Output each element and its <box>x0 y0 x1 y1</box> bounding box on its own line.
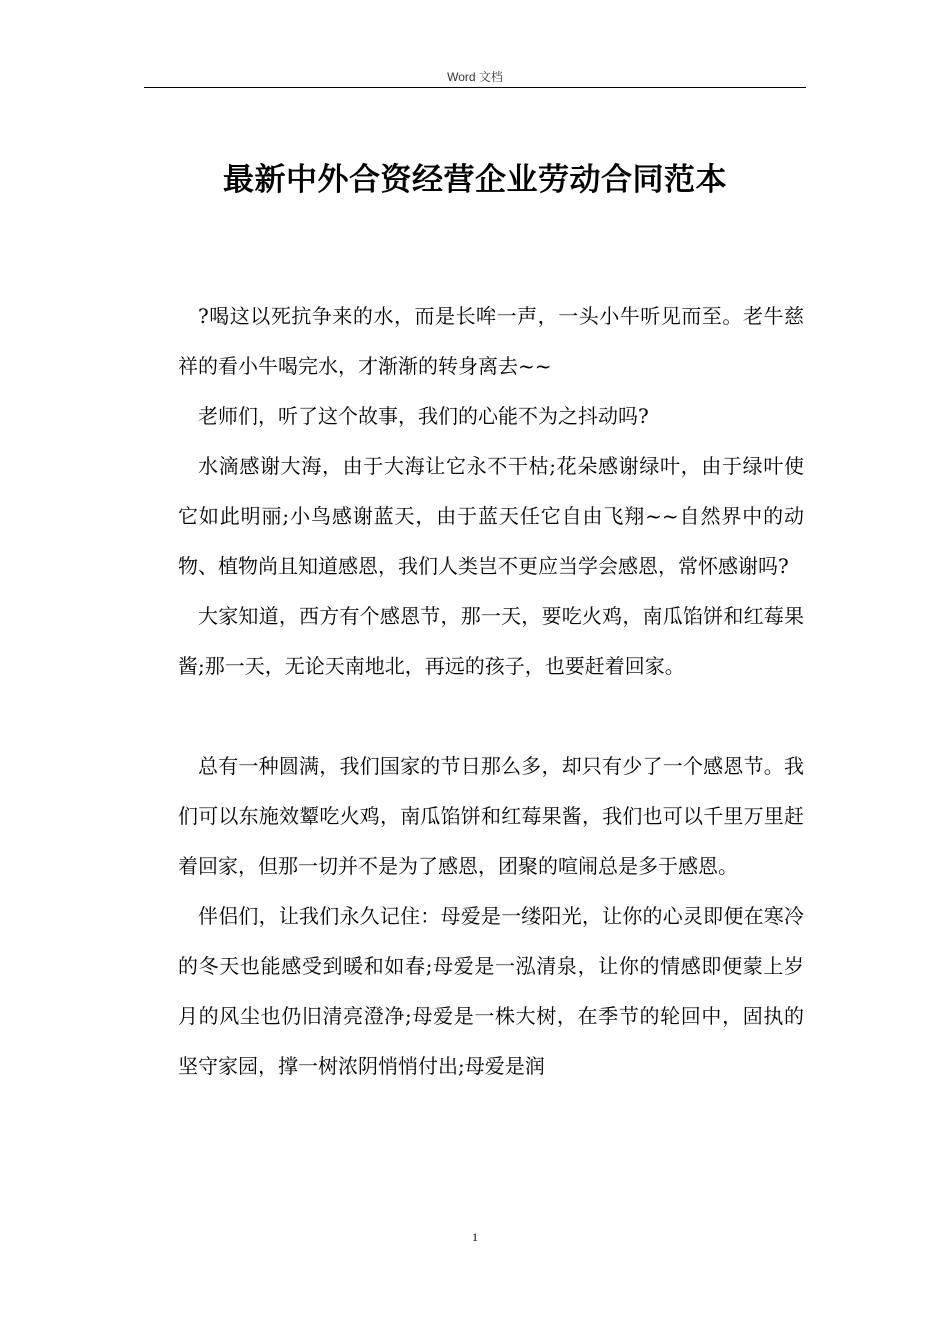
body-paragraph-4: 大家知道，西方有个感恩节，那一天，要吃火鸡，南瓜馅饼和红莓果酱;那一天，无论天南地北，再远的孩子，也要赶着回家。 <box>178 604 804 678</box>
body-paragraph-1: ?喝这以死抗争来的水，而是长哞一声，一头小牛听见而至。老牛慈祥的看小牛喝完水，才渐渐的转身离去~~ <box>178 304 804 378</box>
body-paragraph-6: 伴侣们，让我们永久记住：母爱是一缕阳光，让你的心灵即便在寒冷的冬天也能感受到暖和如春;母爱是一泓清泉，让你的情感即便蒙上岁月的风尘也仍旧清亮澄净;母爱是一株大树，在季节的轮回中，固执的坚守家园，撑一树浓阴悄悄付出;母爱是润 <box>178 904 804 1078</box>
body-paragraph-5: 总有一种圆满，我们国家的节日那么多，却只有少了一个感恩节。我们可以东施效颦吃火鸡，南瓜馅饼和红莓果酱，我们也可以千里万里赶着回家，但那一切并不是为了感恩，团聚的喧闹总是多于感恩。 <box>178 754 804 878</box>
document-title: 最新中外合资经营企业劳动合同范本 <box>223 162 727 198</box>
document-body <box>178 291 804 1091</box>
body-paragraph-3: 水滴感谢大海，由于大海让它永不干枯;花朵感谢绿叶，由于绿叶使它如此明丽;小鸟感谢蓝天，由于蓝天任它自由飞翔~~自然界中的动物、植物尚且知道感恩，我们人类岂不更应当学会感恩，常怀感谢吗? <box>178 454 804 578</box>
body-paragraph-2: 老师们，听了这个故事，我们的心能不为之抖动吗? <box>198 404 649 428</box>
header-divider <box>144 87 806 88</box>
document-header-label: Word 文档 <box>447 70 503 84</box>
page-number: 1 <box>472 1230 478 1244</box>
